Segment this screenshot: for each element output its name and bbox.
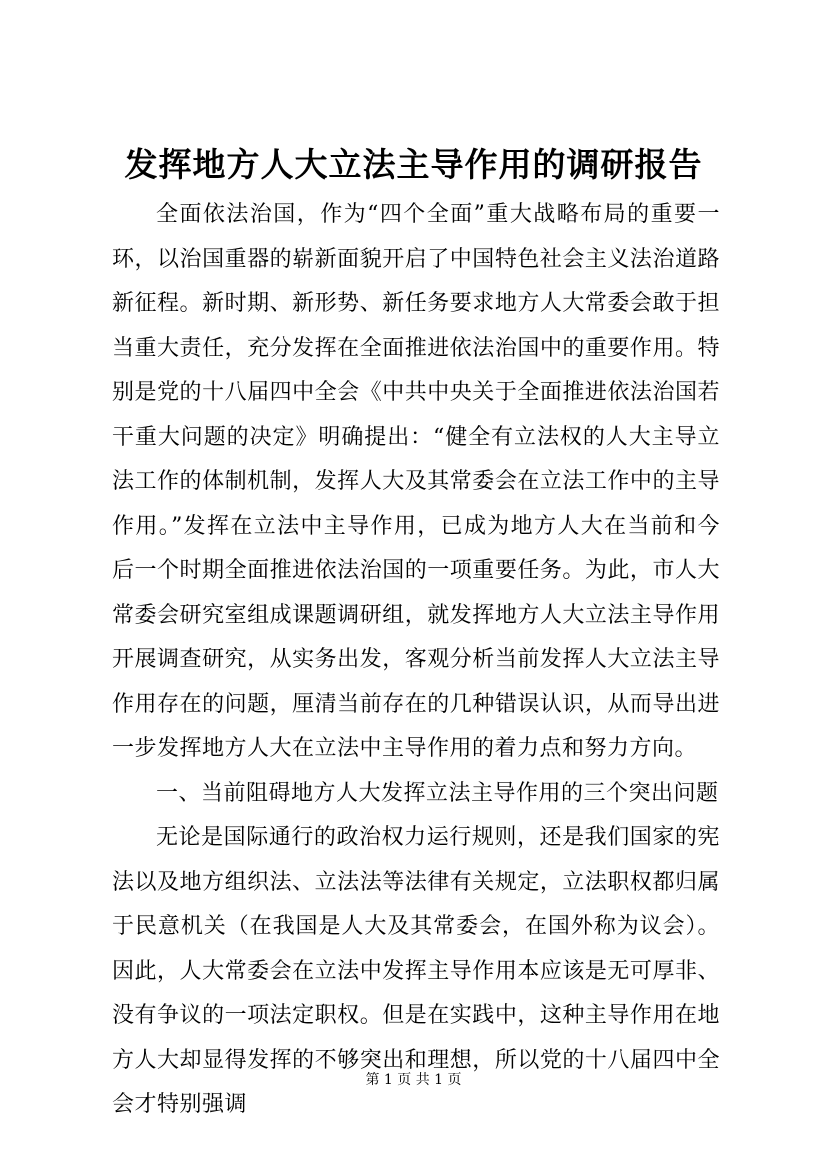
section-paragraph: 无论是国际通行的政治权力运行规则，还是我们国家的宪法以及地方组织法、立法法等法律有关规定，立法职权都归属于民意机关（在我国是人大及其常委会，在国外称为议会）。因此，人大常委会在立法中发挥主导作用本应该是无可厚非、没有争议的一项法定职权。但是在实践中，这种主导作用在地方人大却显得发挥的不够突出和理想，所以党的十八届四中全会才特别强调 (112, 825, 720, 1117)
intro-paragraph: 全面依法治国，作为“四个全面”重大战略布局的重要一环，以治国重器的崭新面貌开启了中国特色社会主义法治道路新征程。新时期、新形势、新任务要求地方人大常委会敢于担当重大责任，充分发挥在全面推进依法治国中的重要作用。特别是党的十八届四中全会《中共中央关于全面推进依法治国若干重大问题的决定》明确提出：“健全有立法权的人大主导立法工作的体制机制，发挥人大及其常委会在立法工作中的主导作用。”发挥在立法中主导作用，已成为地方人大在当前和今后一个时期全面推进依法治国的一项重要任务。为此，市人大常委会研究室组成课题调研组，就发挥地方人大立法主导作用开展调查研究，从实务出发，客观分析当前发挥人大立法主导作用存在的问题，厘清当前存在的几种错误认识，从而导出进一步发挥地方人大在立法中主导作用的着力点和努力方向。 (112, 202, 720, 761)
page-footer: 第 1 页 共 1 页 (365, 1072, 462, 1088)
document-title: 发挥地方人大立法主导作用的调研报告 (124, 145, 703, 184)
section-heading: 一、当前阻碍地方人大发挥立法主导作用的三个突出问题 (156, 780, 719, 806)
document-body (112, 193, 720, 1128)
